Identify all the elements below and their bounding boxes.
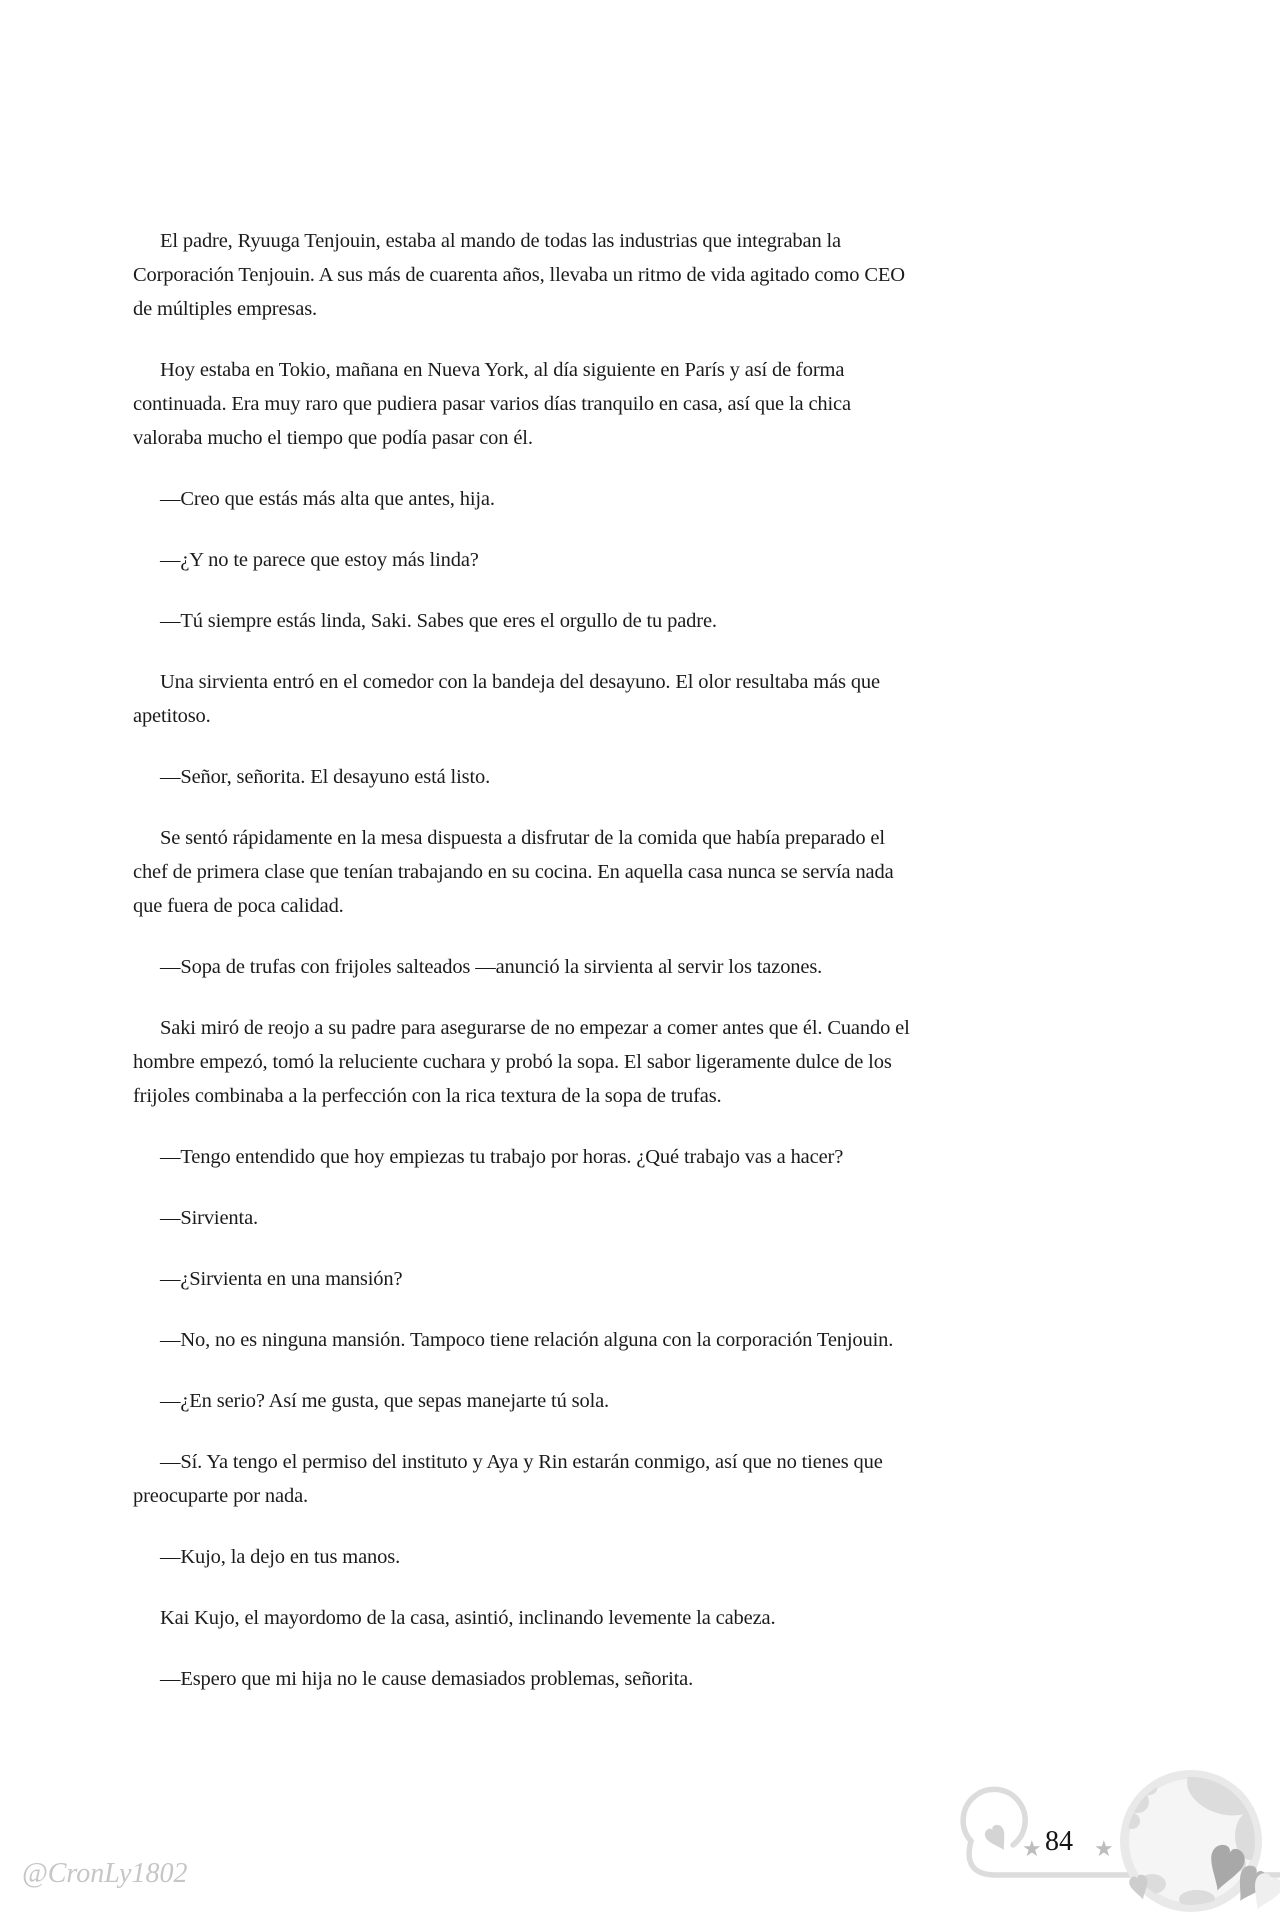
paragraph: —¿En serio? Así me gusta, que sepas manejarte tú sola. xyxy=(160,1390,610,1412)
paragraph: Se sentó rápidamente en la mesa dispuesta a disfrutar de la comida que había preparado el chef de primera clase que tenían trabajando en su cocina. En aquella casa nunca se servía nada que fuera de poca calidad. xyxy=(133,827,894,917)
page-number: 84 xyxy=(1045,1826,1073,1857)
heart-icon xyxy=(1245,1870,1280,1915)
paragraph: —Señor, señorita. El desayuno está listo. xyxy=(160,766,491,788)
paragraph: —Espero que mi hija no le cause demasiados problemas, señorita. xyxy=(160,1668,694,1690)
swirl-line xyxy=(963,1789,1280,1875)
paragraph: —¿Y no te parece que estoy más linda? xyxy=(160,549,479,571)
heart-icon xyxy=(1202,1842,1248,1896)
paragraph: —Sí. Ya tengo el permiso del instituto y Aya y Rin estarán conmigo, así que no tienes que preocuparte por nada. xyxy=(133,1451,883,1507)
star-icon: ★ xyxy=(1094,1837,1114,1862)
paragraph: El padre, Ryuuga Tenjouin, estaba al mando de todas las industrias que integraban la Corporación Tenjouin. A sus más de cuarenta años, llevaba un ritmo de vida agitado como CEO de múltiples empresas. xyxy=(133,230,905,320)
heart-icon xyxy=(1128,1873,1152,1901)
paragraph: —Kujo, la dejo en tus manos. xyxy=(160,1546,401,1568)
paragraph: —Sirvienta. xyxy=(160,1207,258,1229)
paragraph: —Creo que estás más alta que antes, hija. xyxy=(160,488,495,510)
heart-icon xyxy=(983,1823,1013,1855)
paragraph: —¿Sirvienta en una mansión? xyxy=(160,1268,403,1290)
paragraph: —Tengo entendido que hoy empiezas tu trabajo por horas. ¿Qué trabajo vas a hacer? xyxy=(160,1146,844,1168)
heart-icon xyxy=(1228,1862,1270,1907)
paragraph: Kai Kujo, el mayordomo de la casa, asintió, inclinando levemente la cabeza. xyxy=(160,1607,776,1629)
paragraph: —Tú siempre estás linda, Saki. Sabes que eres el orgullo de tu padre. xyxy=(160,610,717,632)
moon-icon xyxy=(1120,1753,1270,1912)
paragraph: —No, no es ninguna mansión. Tampoco tiene relación alguna con la corporación Tenjouin. xyxy=(160,1329,894,1351)
paragraph: Hoy estaba en Tokio, mañana en Nueva York, al día siguiente en París y así de forma continuada. Era muy raro que pudiera pasar varios días tranquilo en casa, así que la chica valoraba mucho el tiempo que podía pasar con él. xyxy=(133,359,851,449)
page-text xyxy=(133,224,921,1723)
watermark: @CronLy1802 xyxy=(22,1858,188,1889)
paragraph: Saki miró de reojo a su padre para asegurarse de no empezar a comer antes que él. Cuando el hombre empezó, tomó la reluciente cuchara y probó la sopa. El sabor ligeramente dulce de los frijoles combinaba a la perfección con la rica textura de la sopa de trufas. xyxy=(133,1017,910,1107)
paragraph: —Sopa de trufas con frijoles salteados —anunció la sirvienta al servir los tazones. xyxy=(160,956,823,978)
star-icon: ★ xyxy=(1022,1837,1042,1862)
paragraph: Una sirvienta entró en el comedor con la bandeja del desayuno. El olor resultaba más que apetitoso. xyxy=(133,671,880,727)
